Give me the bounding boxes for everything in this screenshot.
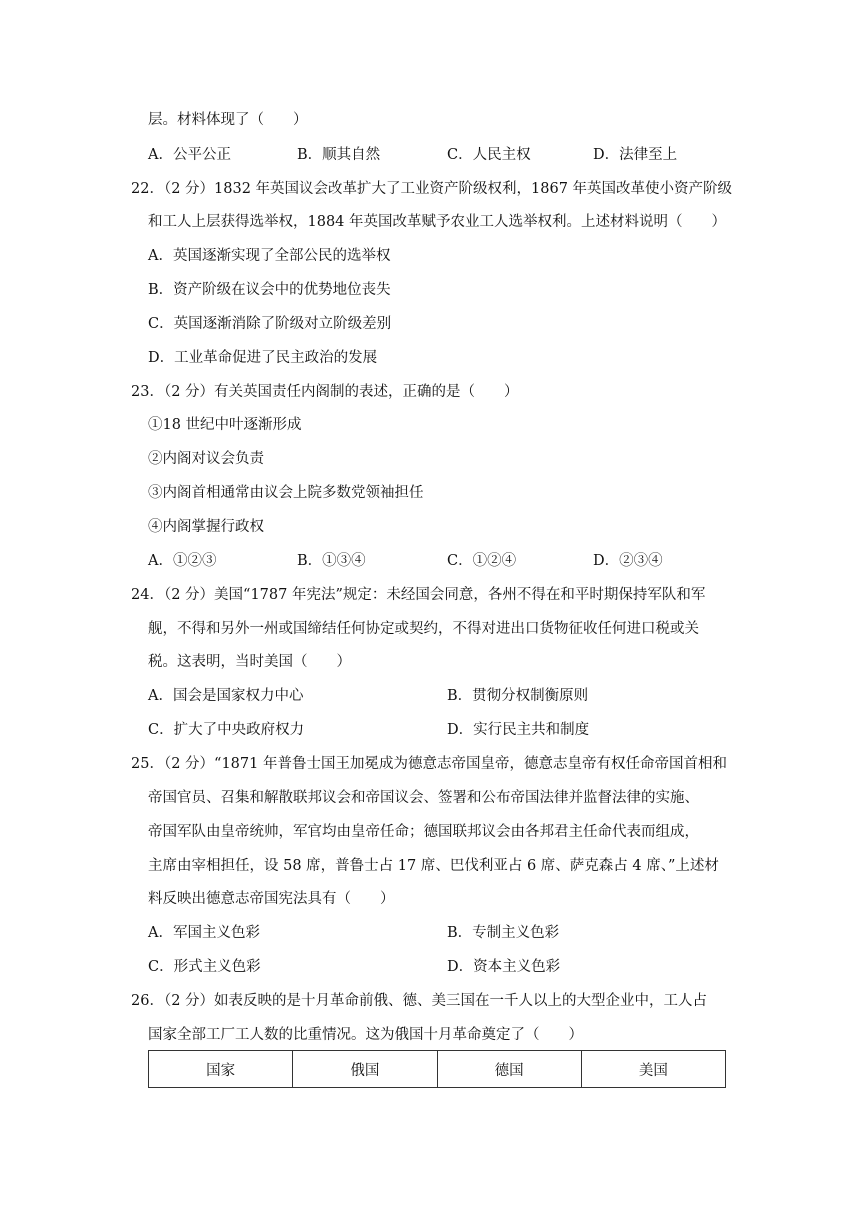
q23-option-a: A．①②③ — [148, 553, 217, 569]
q26-stem-line-2: 国家全部工厂工人数的比重情况。这为俄国十月革命奠定了（ ） — [148, 1027, 583, 1043]
table-header-cell: 德国 — [437, 1051, 581, 1088]
q26-stem-line-1: 26．（2 分）如表反映的是十月革命前俄、德、美三国在一千人以上的大型企业中，工人占 — [131, 993, 708, 1009]
q22-stem-line-2: 和工人上层获得选举权，1884 年英国改革赋予农业工人选举权利。上述材料说明（ ） — [148, 214, 727, 230]
q21-option-b: B．顺其自然 — [297, 147, 381, 163]
q21-option-d: D．法律至上 — [593, 147, 678, 163]
q23-item-4: ④内阁掌握行政权 — [148, 519, 264, 535]
q22-stem-line-1: 22．（2 分）1832 年英国议会改革扩大了工业资产阶级权利，1867 年英国改革使小资产阶级 — [131, 181, 733, 197]
q21-stem-tail: 层。材料体现了（ ） — [148, 112, 308, 128]
q24-option-c: C．扩大了中央政府权力 — [148, 722, 305, 738]
q23-item-2: ②内阁对议会负责 — [148, 451, 264, 467]
q25-stem-line-5: 料反映出德意志帝国宪法具有（ ） — [148, 891, 395, 907]
table-header-cell: 美国 — [581, 1051, 725, 1088]
q25-option-c: C．形式主义色彩 — [148, 959, 261, 975]
q25-option-d: D．资本主义色彩 — [447, 959, 561, 975]
q23-item-1: ①18 世纪中叶逐渐形成 — [148, 417, 302, 433]
table-header-row — [149, 1051, 726, 1088]
q25-stem-line-2: 帝国官员、召集和解散联邦议会和帝国议会、签署和公布帝国法律并监督法律的实施、 — [148, 790, 699, 806]
q22-option-a: A．英国逐渐实现了全部公民的选举权 — [148, 248, 391, 264]
q23-item-3: ③内阁首相通常由议会上院多数党领袖担任 — [148, 485, 424, 501]
q24-option-a: A．国会是国家权力中心 — [148, 688, 304, 704]
q24-stem-line-2: 舰，不得和另外一州或国缔结任何协定或契约，不得对进出口货物征收任何进口税或关 — [148, 621, 699, 637]
q23-option-b: B．①③④ — [297, 553, 366, 569]
q22-option-c: C．英国逐渐消除了阶级对立阶级差别 — [148, 316, 392, 332]
q21-option-c: C．人民主权 — [447, 147, 531, 163]
q21-option-a: A．公平公正 — [148, 147, 231, 163]
q23-option-d: D．②③④ — [593, 553, 663, 569]
q24-option-b: B．贯彻分权制衡原则 — [447, 688, 589, 704]
q22-option-d: D．工业革命促进了民主政治的发展 — [148, 350, 378, 366]
q25-option-b: B．专制主义色彩 — [447, 925, 560, 941]
q24-stem-line-3: 税。这表明，当时美国（ ） — [148, 654, 351, 670]
q25-stem-line-4: 主席由宰相担任，设 58 席，普鲁士占 17 席、巴伐利亚占 6 席、萨克森占 4 席、”上述材 — [148, 858, 719, 874]
q26-data-table — [148, 1050, 726, 1088]
q25-stem-line-3: 帝国军队由皇帝统帅，军官均由皇帝任命；德国联邦议会由各邦君主任命代表而组成， — [148, 824, 699, 840]
q23-stem: 23．（2 分）有关英国责任内阁制的表述，正确的是（ ） — [131, 384, 519, 400]
q24-stem-line-1: 24．（2 分）美国“1787 年宪法”规定：未经国会同意，各州不得在和平时期保持军队和军 — [131, 587, 706, 603]
q24-option-d: D．实行民主共和制度 — [447, 722, 590, 738]
table-header-cell: 国家 — [149, 1051, 293, 1088]
table-header-cell: 俄国 — [293, 1051, 437, 1088]
q25-option-a: A．军国主义色彩 — [148, 925, 260, 941]
q23-option-c: C．①②④ — [447, 553, 517, 569]
q25-stem-line-1: 25．（2 分）“1871 年普鲁士国王加冕成为德意志帝国皇帝，德意志皇帝有权任命帝国首相和 — [131, 756, 727, 772]
q22-option-b: B．资产阶级在议会中的优势地位丧失 — [148, 282, 391, 298]
